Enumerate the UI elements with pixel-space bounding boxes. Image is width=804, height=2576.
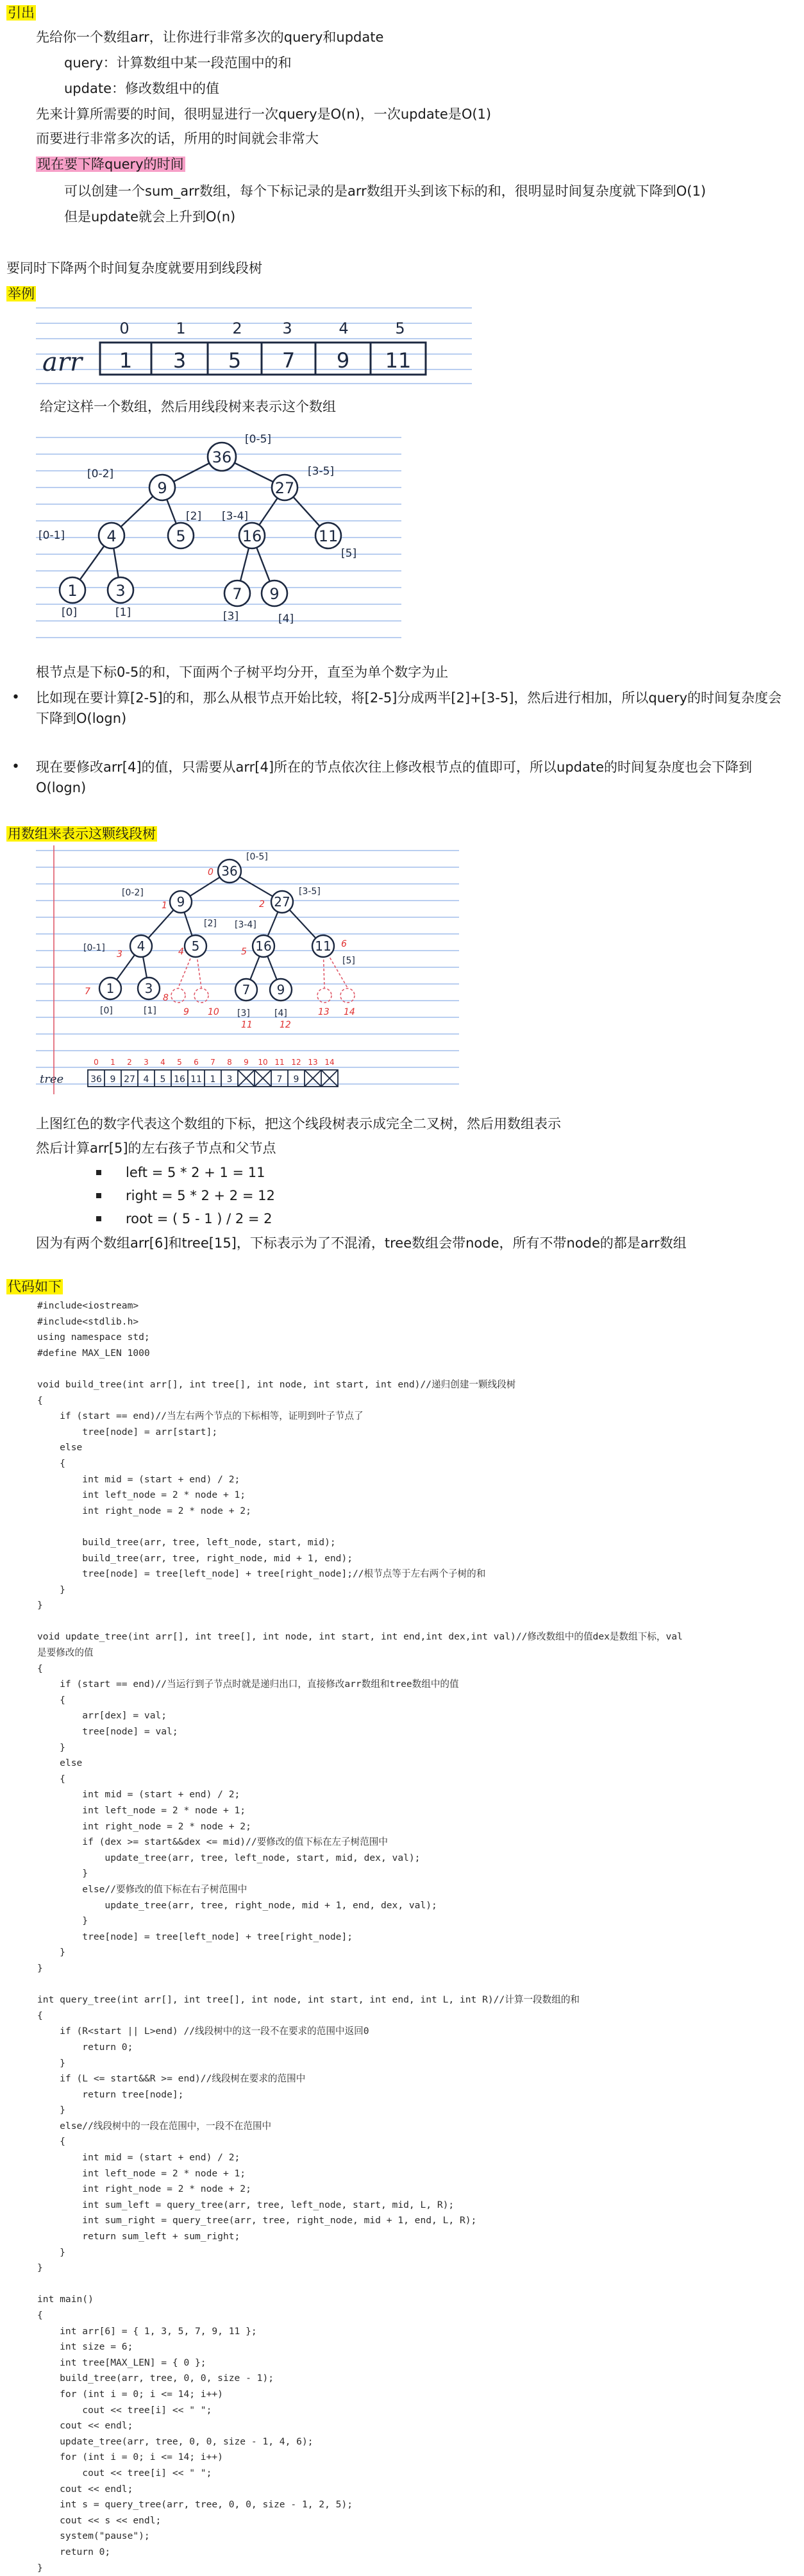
- code-line: cout << tree[i] << " ";: [37, 2466, 683, 2482]
- code-line: int mid = (start + end) / 2;: [37, 1472, 683, 1488]
- code-line: }: [37, 2056, 683, 2072]
- tree-node-value: 5: [192, 938, 200, 954]
- code-line: if (start == end)//当运行到子节点时就是递归出口，直接修改arr数组和tree数组中的值: [37, 1677, 683, 1693]
- tree-node-value: 5: [176, 527, 185, 545]
- tree-range-label: [1]: [144, 1006, 156, 1016]
- tree-range-label: [3-5]: [308, 465, 334, 478]
- code-line: }: [37, 1598, 683, 1614]
- code-line: int mid = (start + end) / 2;: [37, 1787, 683, 1803]
- tree-range-label: [4]: [274, 1008, 287, 1019]
- tree-range-label: [1]: [115, 606, 131, 619]
- node-index-label: 2: [259, 899, 265, 910]
- code-line: [37, 1361, 683, 1377]
- cell-index: 9: [244, 1058, 249, 1067]
- intro-line-4: 先来计算所需要的时间，很明显进行一次query是O(n)，一次update是O(1): [36, 104, 491, 124]
- cell-index: 12: [291, 1058, 301, 1067]
- code-line: build_tree(arr, tree, left_node, start, mid);: [37, 1535, 683, 1551]
- code-line: int s = query_tree(arr, tree, 0, 0, size - 1, 2, 5);: [37, 2497, 683, 2513]
- cell-index: 8: [227, 1058, 232, 1067]
- tree-range-label: [3-4]: [235, 920, 256, 930]
- code-line: int right_node = 2 * node + 2;: [37, 2182, 683, 2198]
- code-line: tree[node] = val;: [37, 1724, 683, 1740]
- array-tree-figure: [36, 845, 459, 1094]
- square-bullet: [96, 1170, 101, 1175]
- bullet-query: 比如现在要计算[2-5]的和，那么从根节点开始比较，将[2-5]分成两半[2]+[3-5]，然后进行相加，所以query的时间复杂度会下降到O(logn): [36, 688, 792, 729]
- cell-index: 7: [210, 1058, 215, 1067]
- code-line: int right_node = 2 * node + 2;: [37, 1819, 683, 1835]
- array-value: 11: [385, 348, 412, 373]
- code-line: }: [37, 1582, 683, 1598]
- code-line: else: [37, 1440, 683, 1456]
- node-index-label: 9: [183, 1007, 189, 1017]
- code-line: #define MAX_LEN 1000: [37, 1346, 683, 1362]
- array-label: arr: [42, 348, 84, 377]
- tree-array-cell: 4: [144, 1074, 149, 1085]
- example-caption: 给定这样一个数组，然后用线段树来表示这个数组: [40, 396, 336, 417]
- code-line: }: [37, 1913, 683, 1929]
- code-line: cout << endl;: [37, 2418, 683, 2434]
- tree-range-label: [0-1]: [83, 943, 105, 953]
- code-line: else//要修改的值下标在右子树范围中: [37, 1882, 683, 1898]
- code-line: }: [37, 2561, 683, 2576]
- tree-range-label: [2]: [186, 510, 201, 523]
- code-line: int right_node = 2 * node + 2;: [37, 1504, 683, 1520]
- tree-node-value: 3: [145, 981, 153, 996]
- tree-range-label: [0]: [62, 606, 77, 619]
- highlight-query-time: 现在要下降query的时间: [36, 154, 185, 174]
- code-line: int arr[6] = { 1, 3, 5, 7, 9, 11 };: [37, 2324, 683, 2340]
- tree-node-value: 7: [242, 982, 251, 997]
- code-line: return 0;: [37, 2545, 683, 2561]
- tree-range-label: [3-5]: [299, 886, 321, 897]
- tree-node-value: 4: [137, 938, 146, 954]
- array-value: 7: [282, 348, 295, 373]
- code-line: {: [37, 1693, 683, 1709]
- cell-index: 6: [194, 1058, 199, 1067]
- tree-node-value: 9: [269, 585, 279, 603]
- tree-range-label: [4]: [278, 613, 294, 625]
- code-line: tree[node] = tree[left_node] + tree[right_node];//根节点等于左右两个子树的和: [37, 1566, 683, 1582]
- tree-range-label: [3]: [237, 1008, 250, 1019]
- tree-array-cell: 36: [90, 1074, 102, 1085]
- array-tree-desc-1: 上图红色的数字代表这个数组的下标，把这个线段树表示成完全二叉树，然后用数组表示: [36, 1114, 561, 1134]
- intro-line-3: update：修改数组中的值: [64, 78, 219, 99]
- tree-node-value: 11: [315, 938, 331, 954]
- code-line: build_tree(arr, tree, 0, 0, size - 1);: [37, 2371, 683, 2387]
- array-index: 5: [395, 319, 405, 337]
- code-line: [37, 2276, 683, 2292]
- code-line: int mid = (start + end) / 2;: [37, 2150, 683, 2166]
- square-bullet: [96, 1216, 101, 1221]
- tree-range-label: [3]: [223, 610, 239, 623]
- array-index: 2: [232, 319, 242, 337]
- tree-explanation: 根节点是下标0-5的和，下面两个子树平均分开，直至为单个数字为止: [36, 662, 448, 682]
- code-line: if (start == end)//当左右两个节点的下标相等，证明到叶子节点了: [37, 1409, 683, 1425]
- example-heading: 举例: [6, 284, 36, 304]
- tree-node-value: 1: [106, 981, 115, 996]
- tree-range-label: [5]: [342, 956, 355, 966]
- array-index: 1: [176, 319, 185, 337]
- code-line: update_tree(arr, tree, left_node, start, mid, dex, val);: [37, 1851, 683, 1867]
- tree-node-value: 1: [67, 582, 77, 600]
- code-line: {: [37, 2134, 683, 2150]
- code-line: {: [37, 1456, 683, 1472]
- array-value: 5: [228, 348, 241, 373]
- node-index-label: 6: [341, 939, 347, 949]
- tree-node-value: 16: [242, 527, 262, 545]
- array-value: 3: [173, 348, 186, 373]
- code-line: int main(): [37, 2292, 683, 2308]
- code-line: {: [37, 1393, 683, 1409]
- tree-node-value: 9: [157, 479, 167, 497]
- code-line: }: [37, 2260, 683, 2276]
- tree-array-cell: 11: [190, 1074, 202, 1085]
- code-line: int tree[MAX_LEN] = { 0 };: [37, 2355, 683, 2371]
- cell-index: 10: [258, 1058, 267, 1067]
- tree-range-label: [3-4]: [222, 510, 248, 523]
- intro-line-2: query：计算数组中某一段范围中的和: [64, 53, 292, 73]
- code-line: {: [37, 1661, 683, 1677]
- segment-tree-figure: [36, 423, 401, 641]
- code-line: [37, 1519, 683, 1535]
- tree-node-value: 9: [177, 894, 185, 910]
- code-line: #include<iostream>: [37, 1298, 683, 1314]
- tree-array-cell: 7: [277, 1074, 283, 1085]
- code-line: int size = 6;: [37, 2339, 683, 2355]
- code-heading: 代码如下: [6, 1276, 63, 1297]
- array-value: 9: [337, 348, 349, 373]
- cell-index: 4: [160, 1058, 165, 1067]
- code-line: void build_tree(int arr[], int tree[], int node, int start, int end)//递归创建一颗线段树: [37, 1377, 683, 1393]
- code-line: return sum_left + sum_right;: [37, 2229, 683, 2245]
- array-index-row: [119, 319, 405, 337]
- code-line: tree[node] = arr[start];: [37, 1425, 683, 1441]
- intro-line-5: 而要进行非常多次的话，所用的时间就会非常大: [36, 128, 319, 149]
- code-line: void update_tree(int arr[], int tree[], int node, int start, int end,int dex,int val)//修改数组中的值dex是数组下标，val: [37, 1629, 683, 1645]
- node-index-label: 8: [163, 993, 169, 1003]
- node-index-label: 4: [178, 947, 184, 957]
- code-line: return tree[node];: [37, 2087, 683, 2103]
- tree-node-value: 36: [212, 448, 232, 466]
- node-index-label: 11: [241, 1020, 253, 1030]
- tree-node-value: 27: [275, 479, 295, 497]
- bullet-dot: •: [12, 688, 20, 708]
- intro-line-1: 先给你一个数组arr，让你进行非常多次的query和update: [36, 27, 383, 47]
- node-index-label: 7: [85, 987, 90, 997]
- node-index-label: 5: [241, 947, 247, 957]
- node-index-label: 3: [117, 949, 122, 960]
- code-line: if (R<start || L>end) //线段树中的这一段不在要求的范围中返回0: [37, 2024, 683, 2040]
- code-line: update_tree(arr, tree, right_node, mid + 1, end, dex, val);: [37, 1898, 683, 1914]
- array-index: 0: [119, 319, 129, 337]
- code-line: #include<stdlib.h>: [37, 1314, 683, 1330]
- code-line: update_tree(arr, tree, 0, 0, size - 1, 4, 6);: [37, 2434, 683, 2450]
- cell-index: 1: [110, 1058, 115, 1067]
- code-line: tree[node] = tree[left_node] + tree[right_node];: [37, 1929, 683, 1945]
- intro-line-8: 但是update就会上升到O(n): [64, 207, 235, 227]
- array-tree-heading: 用数组来表示这颗线段树: [6, 824, 157, 844]
- code-line: if (dex >= start&&dex <= mid)//要修改的值下标在左子树范围中: [37, 1835, 683, 1851]
- cell-index: 3: [144, 1058, 149, 1067]
- bullet-dot: •: [12, 757, 20, 777]
- tree-node-value: 11: [319, 527, 339, 545]
- tree-range-label: [0-2]: [87, 468, 113, 480]
- cell-index: 2: [127, 1058, 132, 1067]
- array-index: 4: [339, 319, 348, 337]
- array-tree-desc-2: 然后计算arr[5]的左右孩子节点和父节点: [36, 1138, 276, 1158]
- intro-line-9: 要同时下降两个时间复杂度就要用到线段树: [6, 258, 262, 278]
- cell-index: 0: [94, 1058, 99, 1067]
- tree-array-cell: 9: [294, 1074, 299, 1085]
- code-line: cout << tree[i] << " ";: [37, 2403, 683, 2419]
- node-index-label: 1: [162, 901, 167, 911]
- node-index-label: 14: [344, 1007, 355, 1017]
- formula-root: root = ( 5 - 1 ) / 2 = 2: [126, 1208, 272, 1229]
- tree-array-cell: 3: [227, 1074, 233, 1085]
- array-value: 1: [119, 348, 132, 373]
- formula-left: left = 5 * 2 + 1 = 11: [126, 1162, 265, 1183]
- code-line: }: [37, 2103, 683, 2119]
- cell-index: 13: [308, 1058, 317, 1067]
- bullet-update: 现在要修改arr[4]的值，只需要从arr[4]所在的节点依次往上修改根节点的值即可，所以update的时间复杂度也会下降到O(logn): [36, 757, 792, 798]
- node-index-label: 12: [280, 1020, 291, 1030]
- tree-array-cell: 5: [160, 1074, 166, 1085]
- tree-node-value: 36: [221, 863, 237, 879]
- code-line: {: [37, 1772, 683, 1788]
- code-line: return 0;: [37, 2040, 683, 2056]
- tree-array-cell: 9: [110, 1074, 116, 1085]
- node-index-label: 0: [208, 867, 214, 877]
- tree-range-label: [0-2]: [122, 888, 144, 898]
- code-line: int left_node = 2 * node + 1;: [37, 2166, 683, 2182]
- code-line: cout << endl;: [37, 2482, 683, 2498]
- code-line: else: [37, 1756, 683, 1772]
- code-line: }: [37, 1740, 683, 1756]
- code-line: build_tree(arr, tree, right_node, mid + 1, end);: [37, 1551, 683, 1567]
- cell-index: 14: [324, 1058, 334, 1067]
- tree-node-value: 7: [232, 585, 242, 603]
- code-line: }: [37, 1945, 683, 1961]
- tree-array-cell: 16: [174, 1074, 185, 1085]
- square-bullet: [96, 1193, 101, 1198]
- intro-line-7: 可以创建一个sum_arr数组，每个下标记录的是arr数组开头到该下标的和，很明显时间复杂度就下降到O(1): [64, 181, 706, 201]
- code-line: int left_node = 2 * node + 1;: [37, 1487, 683, 1504]
- intro-heading: 引出: [6, 3, 36, 23]
- tree-node-value: 9: [277, 982, 285, 997]
- tree-range-label: [0-1]: [38, 529, 65, 542]
- code-line: system("pause");: [37, 2529, 683, 2545]
- cell-index: 5: [177, 1058, 182, 1067]
- code-line: {: [37, 2308, 683, 2324]
- code-line: cout << s << endl;: [37, 2513, 683, 2529]
- array-index: 3: [282, 319, 292, 337]
- code-line: int left_node = 2 * node + 1;: [37, 1803, 683, 1819]
- tree-node-value: 3: [115, 582, 125, 600]
- code-line: if (L <= start&&R >= end)//线段树在要求的范围中: [37, 2071, 683, 2087]
- array-tree-desc-3: 因为有两个数组arr[6]和tree[15]，下标表示为了不混淆，tree数组会带node，所有不带node的都是arr数组: [36, 1233, 687, 1253]
- code-line: int sum_left = query_tree(arr, tree, left_node, start, mid, L, R);: [37, 2198, 683, 2214]
- code-line: [37, 1614, 683, 1630]
- node-index-label: 13: [318, 1007, 330, 1017]
- node-index-label: 10: [208, 1007, 219, 1017]
- tree-node-value: 16: [255, 938, 271, 954]
- code-line: for (int i = 0; i <= 14; i++): [37, 2387, 683, 2403]
- code-line: int sum_right = query_tree(arr, tree, right_node, mid + 1, end, L, R);: [37, 2213, 683, 2229]
- tree-node-value: 4: [106, 527, 116, 545]
- code-line: }: [37, 1866, 683, 1882]
- code-line: int query_tree(int arr[], int tree[], int node, int start, int end, int L, int R)//计算一段数组的和: [37, 1992, 683, 2008]
- tree-array-label: tree: [40, 1072, 63, 1086]
- code-line: else//线段树中的一段在范围中，一段不在范围中: [37, 2119, 683, 2135]
- tree-range-label: [0-5]: [245, 433, 271, 446]
- code-line: arr[dex] = val;: [37, 1708, 683, 1724]
- cell-index: 11: [274, 1058, 284, 1067]
- code-line: using namespace std;: [37, 1330, 683, 1346]
- tree-node-value: 27: [274, 894, 290, 910]
- code-line: {: [37, 2008, 683, 2024]
- code-line: [37, 1977, 683, 1993]
- code-line: }: [37, 2245, 683, 2261]
- code-block: [37, 1298, 683, 2576]
- tree-array-cell: 27: [124, 1074, 135, 1085]
- tree-array-cell: 1: [210, 1074, 216, 1085]
- formula-right: right = 5 * 2 + 2 = 12: [126, 1185, 275, 1206]
- code-line: 是要修改的值: [37, 1645, 683, 1661]
- tree-range-label: [5]: [341, 547, 356, 560]
- array-figure: [36, 300, 472, 385]
- code-line: for (int i = 0; i <= 14; i++): [37, 2450, 683, 2466]
- tree-range-label: [2]: [204, 919, 217, 929]
- tree-range-label: [0]: [100, 1006, 113, 1016]
- tree-range-label: [0-5]: [246, 852, 268, 862]
- code-line: }: [37, 1961, 683, 1977]
